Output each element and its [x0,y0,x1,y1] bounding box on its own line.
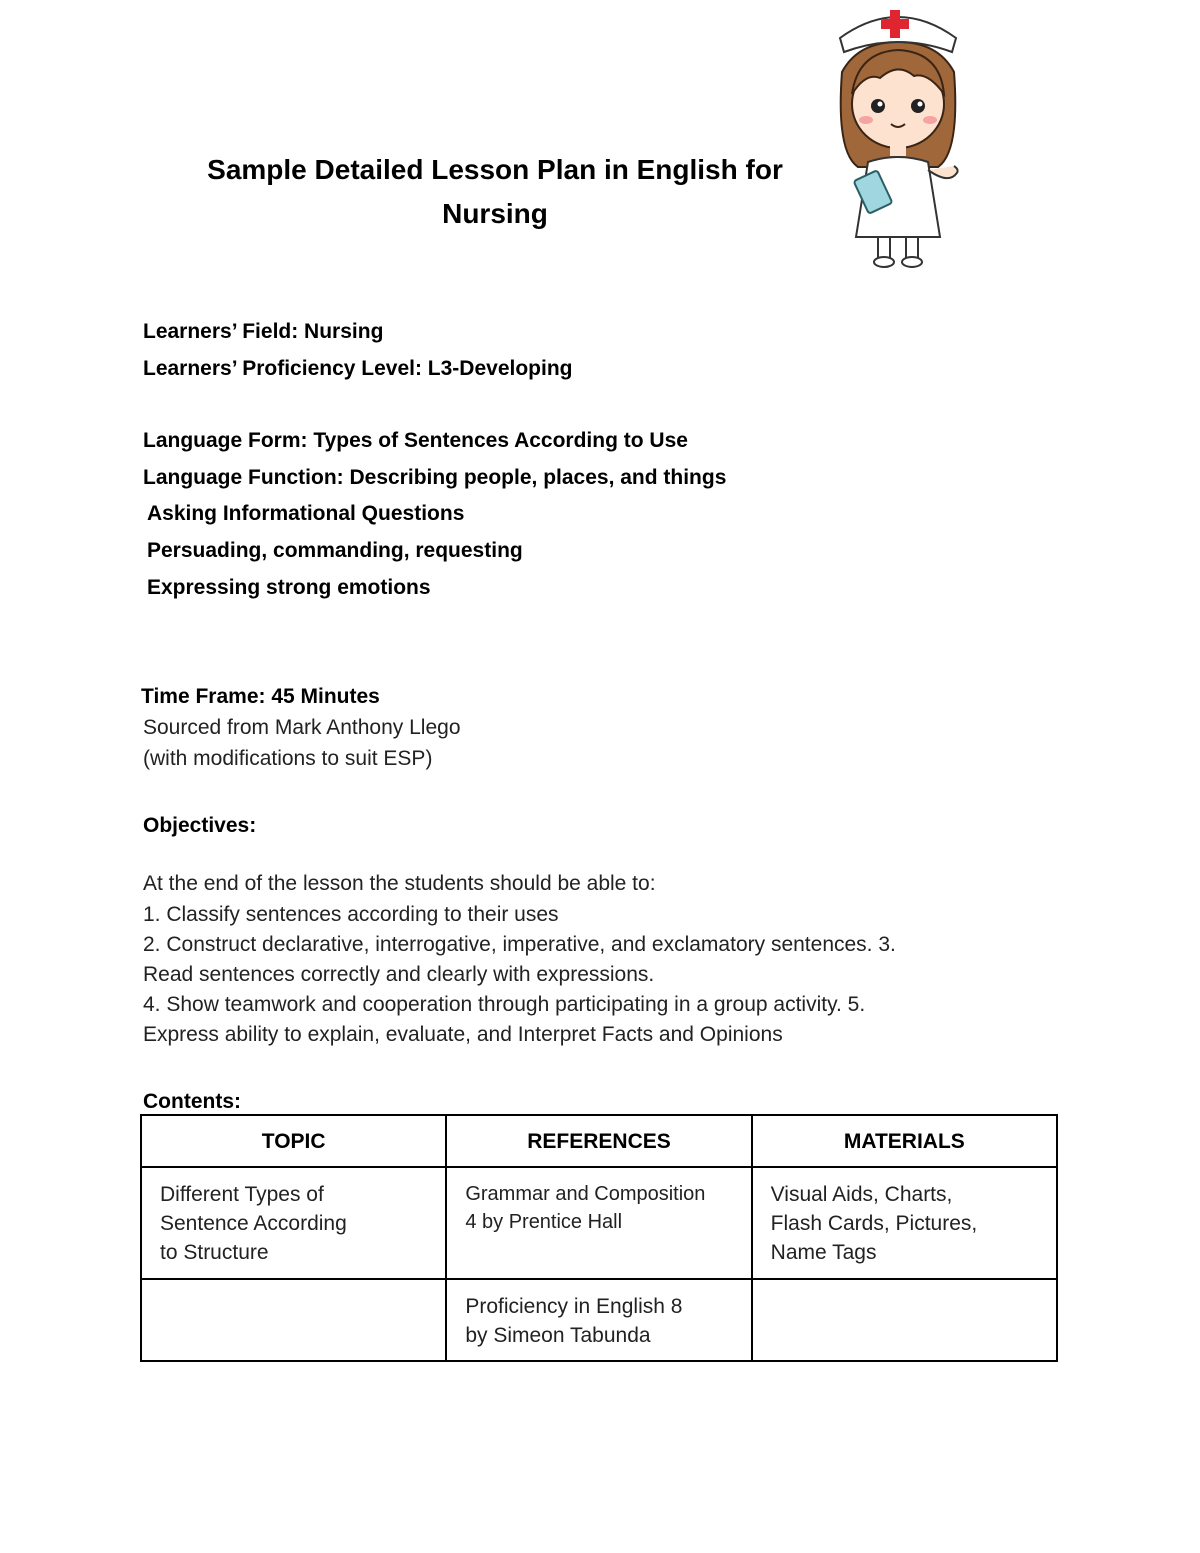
objective-line: 2. Construct declarative, interrogative, imperative, and exclamatory sentences. 3. [143,933,896,956]
learners-proficiency: Learners’ Proficiency Level: L3-Developing [143,357,573,380]
objective-line: 4. Show teamwork and cooperation through participating in a group activity. 5. [143,993,866,1016]
nurse-icon [828,2,968,272]
column-header-materials: MATERIALS [752,1115,1057,1167]
materials-text: Visual Aids, Charts, Flash Cards, Pictures, Name Tags [770,1183,978,1264]
table-cell [446,1279,751,1361]
table-cell [446,1167,751,1279]
title-line-2: Nursing [442,198,548,229]
table-cell [752,1279,1057,1361]
language-function-item: Expressing strong emotions [147,576,431,599]
objective-line: 1. Classify sentences according to their uses [143,903,559,926]
table-row [141,1279,1057,1361]
language-function: Language Function: Describing people, places, and things [143,466,727,489]
table-header-row [141,1115,1057,1167]
page-title [140,148,850,236]
table-cell [141,1167,446,1279]
table-cell [141,1279,446,1361]
objective-line: Express ability to explain, evaluate, and Interpret Facts and Opinions [143,1023,783,1046]
objectives-intro: At the end of the lesson the students should be able to: [143,872,656,895]
source-line: Sourced from Mark Anthony Llego [143,716,461,739]
reference-text: Grammar and Composition 4 by Prentice Hall [465,1183,706,1233]
language-form: Language Form: Types of Sentences According to Use [143,429,688,452]
table-cell [752,1167,1057,1279]
contents-table [140,1114,1058,1362]
column-header-topic: TOPIC [141,1115,446,1167]
contents-heading: Contents: [143,1090,241,1113]
language-function-item: Asking Informational Questions [147,502,465,525]
nurse-illustration [828,2,968,272]
source-note: (with modifications to suit ESP) [143,747,433,770]
table-row [141,1167,1057,1279]
language-function-item: Persuading, commanding, requesting [147,539,523,562]
objectives-heading: Objectives: [143,814,257,837]
topic-text: Different Types of Sentence According to Structure [160,1183,347,1264]
title-line-1: Sample Detailed Lesson Plan in English for [207,154,783,185]
objective-line: Read sentences correctly and clearly with expressions. [143,963,655,986]
reference-text: Proficiency in English 8 by Simeon Tabunda [465,1295,683,1347]
time-frame: Time Frame: 45 Minutes [141,685,380,708]
learners-field: Learners’ Field: Nursing [143,320,384,343]
column-header-references: REFERENCES [446,1115,751,1167]
